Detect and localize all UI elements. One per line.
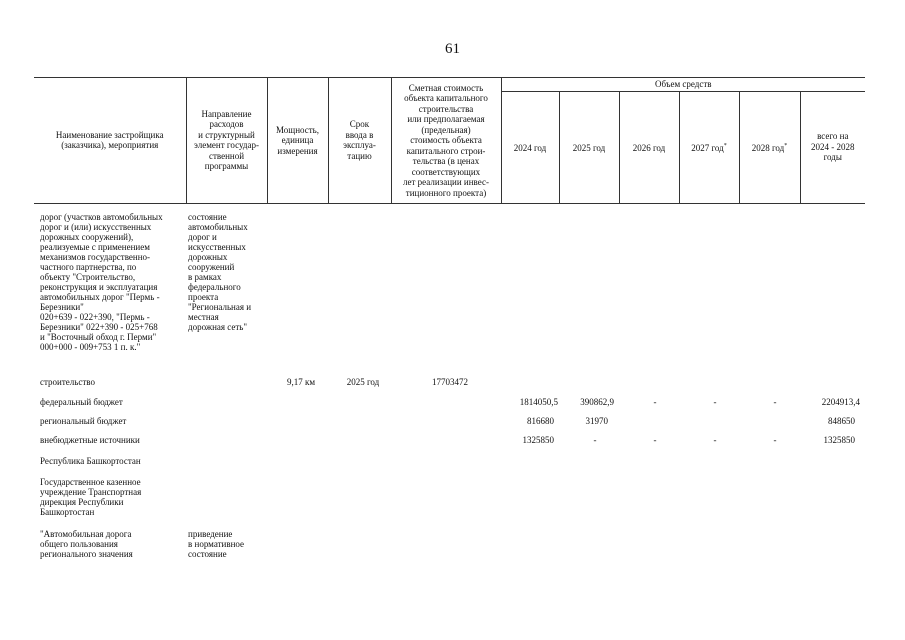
funding-label: внебюджетные источники (40, 435, 140, 445)
column-header-year: 2027 год* (679, 91, 739, 203)
funding-value: 1814050,5 (519, 397, 558, 407)
construction-label: строительство (40, 377, 95, 387)
funding-value: 1325850 (522, 435, 554, 445)
column-header-year: 2024 год (501, 91, 559, 203)
funding-value: 31970 (585, 416, 608, 426)
funding-value: - (713, 435, 717, 445)
column-header-direction: Направление расходов и структурный элемент государ- ственной программы (186, 78, 267, 204)
column-group-funds: Объем средств (501, 78, 865, 92)
next-object-direction: приведение в нормативное состояние (188, 529, 244, 559)
funding-label: региональный бюджет (40, 416, 127, 426)
funding-value: - (653, 397, 657, 407)
column-header-year: 2025 год (559, 91, 619, 203)
column-header-name: Наименование застройщика (заказчика), мероприятия (34, 78, 186, 204)
column-header-capacity: Мощность, единица измерения (267, 78, 328, 204)
construction-capacity: 9,17 км (286, 377, 316, 387)
object-name: дорог (участков автомобильных дорог и (или) искусственных дорожных сооружений), реализуемые с применением механизмов государственно- частного партнерства, по объекту "Строительство, реконструкция и эксплуатация автомобильных дорог "Пермь - Березники" 020+639 - 022+390, "Пермь - Березники" 022+390 - 025+768 и "Восточный обход г. Перми" 000+000 - 009+753 1 п. к." (40, 212, 163, 352)
region-name: Республика Башкортостан (40, 456, 141, 466)
funding-value: - (653, 435, 657, 445)
table-header (34, 77, 865, 204)
funding-value: - (593, 435, 597, 445)
page-number: 61 (445, 41, 460, 57)
construction-cost: 17703472 (432, 377, 468, 387)
funding-total: 2204913,4 (821, 397, 860, 407)
funding-value: - (773, 435, 777, 445)
institution-name: Государственное казенное учреждение Транспортная дирекция Республики Башкортостан (40, 477, 142, 517)
funding-value: 816680 (527, 416, 554, 426)
column-header-total: всего на 2024 - 2028 годы (800, 91, 865, 203)
column-header-cost: Сметная стоимость объекта капитального строительства или предполагаемая (предельная) стоимость объекта капитального строи- тельства (в ценах соответствующих лет реализации инвес- тиционного проекта) (391, 78, 501, 204)
object-direction: состояние автомобильных дорог и искусственных дорожных сооружений в рамках федерального проекта "Региональная и местная дорожная сеть" (188, 212, 252, 332)
next-object-name: "Автомобильная дорога общего пользования регионального значения (40, 529, 133, 559)
column-header-year: 2026 год (619, 91, 679, 203)
funding-value: - (773, 397, 777, 407)
construction-term: 2025 год (346, 377, 380, 387)
funding-value: - (713, 397, 717, 407)
column-header-term: Срок ввода в эксплуа- тацию (328, 78, 391, 204)
funding-label: федеральный бюджет (40, 397, 123, 407)
funding-value: 390862,9 (580, 397, 614, 407)
funding-total: 1325850 (823, 435, 855, 445)
funding-total: 848650 (828, 416, 855, 426)
column-header-year: 2028 год* (739, 91, 800, 203)
